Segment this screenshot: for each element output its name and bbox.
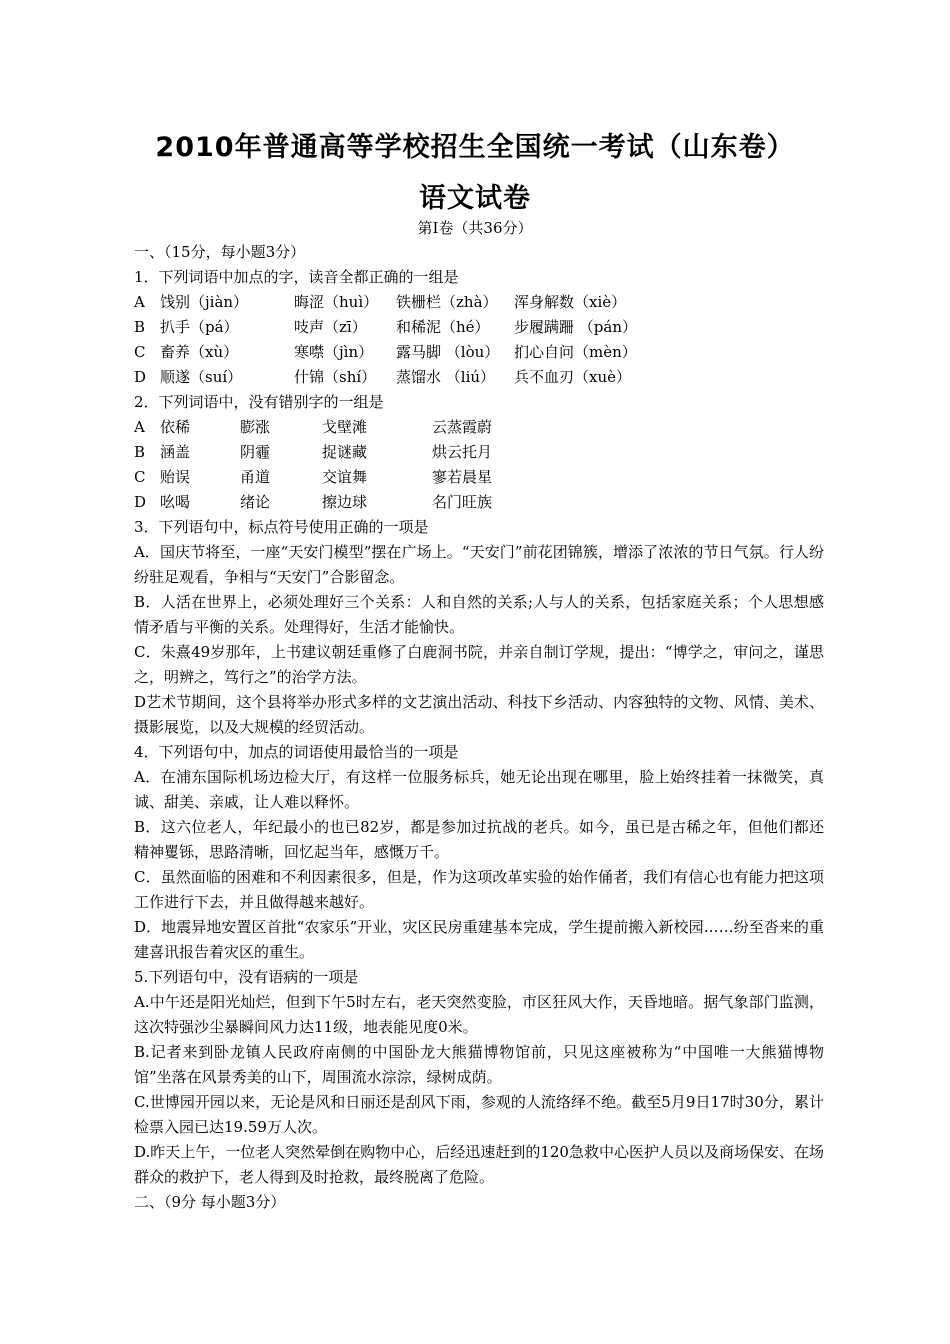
option-word: 饯别（jiàn） <box>160 293 249 311</box>
option-word: 扪心自问（mèn） <box>514 343 637 361</box>
option-word: 步履蹒跚 （pán） <box>514 318 637 336</box>
q2-option-d <box>134 490 824 515</box>
q1-option-a <box>134 290 824 315</box>
option-word: 蒸馏水 （liú） <box>396 368 496 386</box>
q5-option-a: A.中午还是阳光灿烂，但到下午5时左右，老天突然变脸，市区狂风大作，天昏地暗。据气象部门监测，这次特强沙尘暴瞬间风力达11级，地表能见度0米。 <box>134 993 824 1036</box>
q1-options <box>134 290 824 390</box>
option-word: 寥若晨星 <box>432 468 493 486</box>
option-word: 名门旺族 <box>432 493 493 511</box>
q5-option-c: C.世博园开园以来，无论是风和日丽还是刮风下雨，参观的人流络绎不绝。截至5月9日17时30分，累计检票入园已达19.59万人次。 <box>134 1093 824 1136</box>
option-word: 甬道 <box>240 468 271 486</box>
option-letter: D <box>134 368 147 386</box>
q4-option-d: D．地震异地安置区首批“农家乐”开业，灾区民房重建基本完成，学生提前搬入新校园……纷至沓来的重建喜讯报告着灾区的重生。 <box>134 918 824 961</box>
q5-option-d: D.昨天上午，一位老人突然晕倒在购物中心，后经迅速赶到的120急救中心医护人员以及商场保安、在场群众的救护下，老人得到及时抢救，最终脱离了危险。 <box>134 1143 824 1186</box>
option-word: 戈壁滩 <box>322 418 368 436</box>
section-label: 第Ⅰ卷（共36分） <box>417 219 533 237</box>
option-word: 浑身解数（xiè） <box>514 293 627 311</box>
q3-option-b: B．人活在世界上，必须处理好三个关系：人和自然的关系;人与人的关系，包括家庭关系；个人思想感情矛盾与平衡的关系。处理得好，生活才能愉快。 <box>134 593 824 636</box>
option-word: 绪论 <box>240 493 271 511</box>
q1-option-d <box>134 365 824 390</box>
option-word: 吱声（zī） <box>294 318 367 336</box>
q1-option-b <box>134 315 824 340</box>
q2-option-a <box>134 415 824 440</box>
option-word: 什锦（shí） <box>294 368 377 386</box>
q3-option-a: A．国庆节将至，一座“天安门模型”摆在广场上。“天安门”前花团锦簇，增添了浓浓的节日气氛。行人纷纷驻足观看，争相与“天安门”合影留念。 <box>134 543 824 586</box>
q3-stem: 3．下列语句中，标点符号使用正确的一项是 <box>134 518 429 536</box>
exam-content <box>134 240 824 1215</box>
q1-option-c <box>134 340 824 365</box>
option-word: 和稀泥（hé） <box>396 318 490 336</box>
exam-subject: 语文试卷 <box>419 183 531 214</box>
option-letter: C <box>134 468 146 486</box>
option-word: 露马脚 （lòu） <box>396 343 500 361</box>
option-word: 阴霾 <box>240 443 271 461</box>
q4-option-a: A．在浦东国际机场边检大厅，有这样一位服务标兵，她无论出现在哪里，脸上始终挂着一抹微笑，真诚、甜美、亲戚，让人难以释怀。 <box>134 768 824 811</box>
option-word: 擦边球 <box>322 493 368 511</box>
option-word: 膨涨 <box>240 418 271 436</box>
exam-title: 2010年普通高等学校招生全国统一考试（山东卷） <box>155 132 795 163</box>
q1-stem: 1．下列词语中加点的字，读音全都正确的一组是 <box>134 268 459 286</box>
q5-option-b: B.记者来到卧龙镇人民政府南侧的中国卧龙大熊猫博物馆前，只见这座被称为“中国唯一大熊猫博物馆”坐落在风景秀美的山下，周围流水淙淙，绿树成荫。 <box>134 1043 824 1086</box>
option-word: 依稀 <box>160 418 191 436</box>
q2-option-c <box>134 465 824 490</box>
option-letter: B <box>134 318 146 336</box>
option-word: 畜养（xù） <box>160 343 239 361</box>
part1-heading: 一、（15分，每小题3分） <box>134 243 306 261</box>
q4-option-c: C．虽然面临的困难和不利因素很多，但是，作为这项改革实验的始作俑者，我们有信心也有能力把这项工作进行下去，并且做得越来越好。 <box>134 868 824 911</box>
option-word: 烘云托月 <box>432 443 493 461</box>
q2-option-b <box>134 440 824 465</box>
q3-option-d: D艺术节期间，这个县将举办形式多样的文艺演出活动、科技下乡活动、内容独特的文物、风情、美术、摄影展览，以及大规模的经贸活动。 <box>134 693 824 736</box>
option-word: 交谊舞 <box>322 468 368 486</box>
option-word: 云蒸霞蔚 <box>432 418 493 436</box>
q3-option-c: C．朱熹49岁那年，上书建议朝廷重修了白鹿洞书院，并亲自制订学规，提出：“博学之，审问之，谨思之，明辨之，笃行之”的治学方法。 <box>134 643 824 686</box>
option-letter: D <box>134 493 147 511</box>
option-letter: A <box>134 418 145 436</box>
option-word: 寒噤（jìn） <box>294 343 374 361</box>
option-word: 涵盖 <box>160 443 191 461</box>
option-word: 顺遂（suí） <box>160 368 243 386</box>
q5-stem: 5.下列语句中，没有语病的一项是 <box>134 968 359 986</box>
option-word: 铁栅栏（zhà） <box>396 293 498 311</box>
q4-option-b: B．这六位老人，年纪最小的也已82岁，都是参加过抗战的老兵。如今，虽已是古稀之年，但他们都还精神矍铄，思路清晰，回忆起当年，感慨万千。 <box>134 818 824 861</box>
option-word: 捉谜藏 <box>322 443 368 461</box>
q2-stem: 2．下列词语中，没有错别字的一组是 <box>134 393 384 411</box>
option-word: 扒手（pá） <box>160 318 239 336</box>
option-letter: A <box>134 293 145 311</box>
q2-options <box>134 415 824 515</box>
q4-stem: 4．下列语句中，加点的词语使用最恰当的一项是 <box>134 743 459 761</box>
option-word: 兵不血刃（xuè） <box>514 368 631 386</box>
option-word: 吆喝 <box>160 493 191 511</box>
option-letter: C <box>134 343 146 361</box>
option-letter: B <box>134 443 146 461</box>
option-word: 晦涩（huì） <box>294 293 379 311</box>
part2-heading: 二、（9分 每小题3分） <box>134 1193 286 1211</box>
option-word: 贻误 <box>160 468 191 486</box>
